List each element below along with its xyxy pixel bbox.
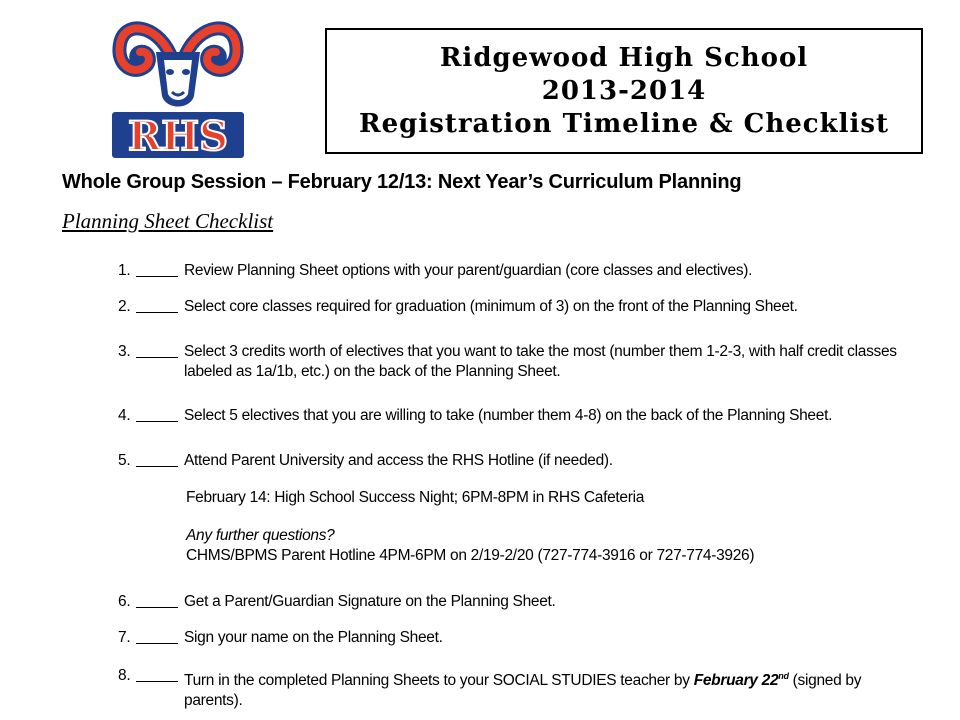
checkbox-blank[interactable] — [136, 666, 178, 682]
checklist-item: 7. Sign your name on the Planning Sheet. — [118, 629, 443, 646]
checkbox-blank[interactable] — [136, 451, 178, 467]
checklist-item: 8. Turn in the completed Planning Sheets to your SOCIAL STUDIES teacher by February 22nd (signed by parents). — [118, 667, 862, 710]
checklist-item: 3. Select 3 credits worth of electives that you want to take the most (number them 1-2-3, with half credit classes labeled as 1a/1b, etc.) on the back of the Planning Sheet. — [118, 343, 897, 380]
checklist-title: Planning Sheet Checklist — [62, 209, 274, 233]
school-name: Ridgewood High School — [439, 42, 809, 73]
checkbox-blank[interactable] — [136, 261, 178, 277]
success-night-info: February 14: High School Success Night; 6PM-8PM in RHS Cafeteria — [186, 489, 645, 506]
checklist-item: 2. Select core classes required for graduation (minimum of 3) on the front of the Planning Sheet. — [118, 298, 798, 315]
hotline-info: CHMS/BPMS Parent Hotline 4PM-6PM on 2/19-2/20 (727-774-3916 or 727-774-3926) — [186, 547, 755, 564]
checklist-item: 1. Review Planning Sheet options with your parent/guardian (core classes and electives). — [118, 262, 753, 279]
checkbox-blank[interactable] — [136, 592, 178, 608]
school-year: 2013-2014 — [541, 75, 707, 106]
deadline-date: February 22nd — [693, 671, 789, 690]
checklist-item: 5. Attend Parent University and access the RHS Hotline (if needed). — [118, 452, 613, 469]
title-box — [325, 28, 923, 154]
checklist-item: 6. Get a Parent/Guardian Signature on the Planning Sheet. — [118, 593, 556, 610]
questions-label: Any further questions? — [186, 527, 335, 544]
rhs-ram-logo — [108, 14, 248, 160]
checkbox-blank[interactable] — [136, 406, 178, 422]
checkbox-blank[interactable] — [136, 342, 178, 358]
checkbox-blank[interactable] — [136, 297, 178, 313]
checkbox-blank[interactable] — [136, 628, 178, 644]
logo-wordmark: RHS — [128, 113, 228, 160]
checklist-item: 4. Select 5 electives that you are willing to take (number them 4-8) on the back of the Planning Sheet. — [118, 407, 833, 424]
document-title: Registration Timeline & Checklist — [358, 108, 890, 139]
session-heading: Whole Group Session – February 12/13: Next Year’s Curriculum Planning — [62, 171, 742, 193]
